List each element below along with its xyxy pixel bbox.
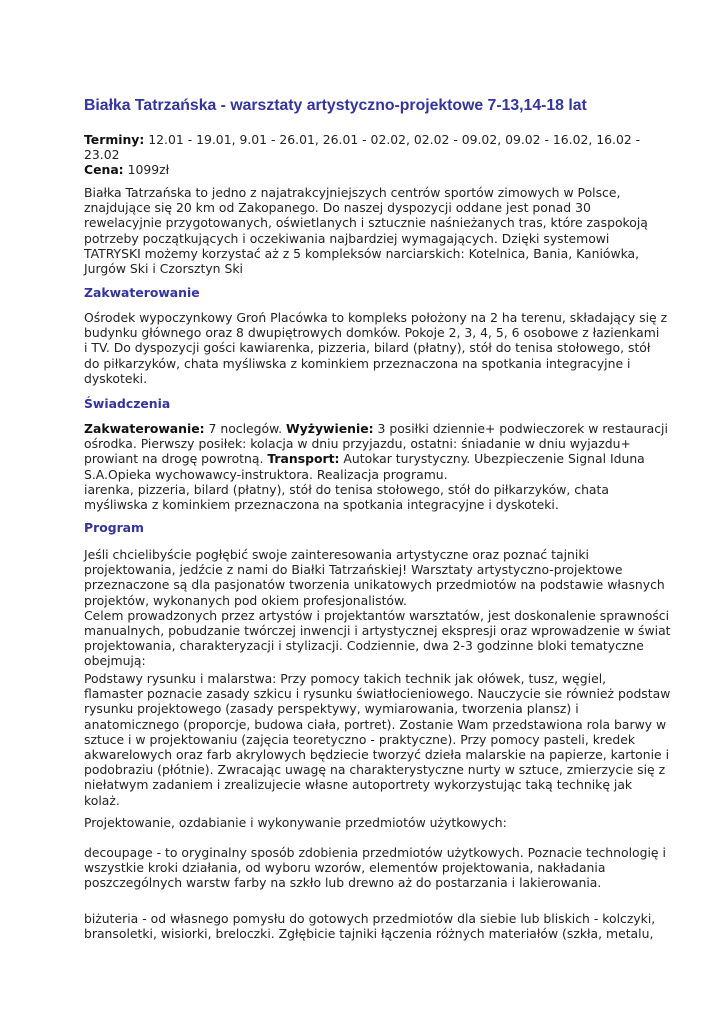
intro-line: potrzeby początkujących i oczekiwania najbardziej wymagających. Dzięki systemowi bbox=[84, 230, 610, 246]
program-line: Celem prowadzonych przez artystów i projektantów warsztatów, jest doskonalenie sprawności bbox=[84, 607, 670, 623]
program-line: Podstawy rysunku i malarstwa: Przy pomocy takich technik jak ołówek, tusz, węgiel, bbox=[84, 671, 607, 686]
program-line: niełatwym zadaniem i zrealizujecie własne autoportrety wykorzystując taką technikę jak bbox=[84, 777, 633, 793]
jewelry-paragraph bbox=[84, 911, 656, 942]
services-line: iarenka, pizzeria, bilard (płatny), stół do tenisa stołowego, stół do piłkarzyków, chata bbox=[84, 481, 609, 497]
services-paragraph bbox=[84, 421, 668, 513]
intro-line: Jurgów Ski i Czorsztyn Ski bbox=[84, 261, 243, 277]
price-line bbox=[84, 162, 644, 177]
page-title: Białka Tatrzańska - warsztaty artystyczno-projektowe 7-13,14-18 lat bbox=[84, 97, 587, 114]
program-line: akwarelowych oraz farb akrylowych będziecie tworzyć dzieła malarskie na papierze, kartonie i bbox=[84, 747, 670, 763]
intro-paragraph bbox=[84, 185, 648, 277]
program-heading: Program bbox=[84, 520, 144, 535]
program-line: projektów, wykonanych pod okiem profesjonalistów. bbox=[84, 592, 407, 608]
meals-text: 3 posiłki dziennie+ podwieczorek w restauracji bbox=[373, 421, 668, 436]
decoupage-paragraph bbox=[84, 845, 666, 891]
program-line: bransoletki, wisiorki, breloczki. Zgłębicie tajniki łączenia różnych materiałów (szkła, metalu, bbox=[84, 926, 654, 942]
transport-text: Autokar turystyczny. Ubezpieczenie Signal Iduna bbox=[339, 451, 645, 467]
accommodation-line: do piłkarzyków, chata myśliwska z kominkiem przeznaczona na spotkania integracyjne i bbox=[84, 355, 631, 371]
terms-section bbox=[84, 132, 644, 178]
program-line: wszystkie kroki działania, od wyboru wzorów, elementów projektowania, nakładania bbox=[84, 860, 606, 876]
services-line: myśliwska z kominkiem przeznaczona na spotkania integracyjne i dyskoteki. bbox=[84, 497, 559, 513]
program-line: poszczególnych warstw farby na szkło lub drewno aż do postarzania i lakierowania. bbox=[84, 875, 602, 891]
intro-line: Białka Tatrzańska to jedno z najatrakcyjniejszych centrów sportów zimowych w Polsce, bbox=[84, 185, 621, 200]
accommodation-paragraph bbox=[84, 310, 668, 386]
program-line: Projektowanie, ozdabianie i wykonywanie przedmiotów użytkowych: bbox=[84, 815, 507, 830]
packed-lunch-text: prowiant na drogę powrotną. bbox=[84, 451, 268, 467]
meals-label: Wyżywienie: bbox=[286, 421, 374, 436]
program-line: obejmują: bbox=[84, 653, 146, 669]
terms-dates: 12.01 - 19.01, 9.01 - 26.01, 26.01 - 02.02, 02.02 - 09.02, 09.02 - 16.02, 16.02 - bbox=[144, 132, 641, 147]
program-line: projektowania, jedźcie z nami do Białki Tatrzańskiej! Warsztaty artystyczno-projektowe bbox=[84, 562, 623, 578]
nights-text: 7 noclegów. bbox=[204, 421, 286, 436]
program-intro-paragraph bbox=[84, 547, 671, 669]
program-line: przeznaczone są dla pasjonatów tworzenia unikatowych przedmiotów na podstawie własnych bbox=[84, 577, 665, 593]
services-line bbox=[84, 421, 668, 436]
transport-label: Transport: bbox=[267, 451, 340, 467]
terms-label: Terminy: bbox=[84, 132, 145, 147]
intro-line: TATRYSKI możemy korzystać aż z 5 kompleksów narciarskich: Kotelnica, Bania, Kaniówka, bbox=[84, 245, 640, 261]
program-line: decoupage - to oryginalny sposób zdobienia przedmiotów użytkowych. Poznacie technologię i bbox=[84, 845, 666, 860]
program-line: podobraziu (płótnie). Zwracając uwagę na charakterystyczne nurty w sztuce, zmierzycie się z bbox=[84, 762, 666, 778]
accommodation-line: dyskoteki. bbox=[84, 370, 148, 386]
accommodation-line: Ośrodek wypoczynkowy Groń Placówka to kompleks położony na 2 ha terenu, składający się z bbox=[84, 310, 668, 325]
intro-line: znajdujące się 20 km od Zakopanego. Do naszej dyspozycji oddane jest ponad 30 bbox=[84, 200, 591, 216]
services-line: ośrodka. Pierwszy posiłek: kolacja w dniu przyjazdu, ostatni: śniadanie w dniu wyjazdu+ bbox=[84, 436, 631, 452]
accommodation-line: budynku głównego oraz 8 dwupiętrowych domków. Pokoje 2, 3, 4, 5, 6 osobowe z łazienkami bbox=[84, 325, 660, 341]
price-value: 1099zł bbox=[123, 162, 170, 178]
services-line bbox=[84, 451, 644, 466]
program-line: projektowania, charakteryzacji i stylizacji. Codziennie, dwa 2-3 godzinne bloki tematyczne bbox=[84, 638, 644, 654]
program-line: anatomicznego (proporcje, budowa ciała, portret). Zostanie Wam przedstawiona rola barwy w bbox=[84, 716, 667, 732]
program-line: biżuteria - od własnego pomysłu do gotowych przedmiotów dla siebie lub bliskich - kolczyki, bbox=[84, 911, 656, 926]
program-line: rysunku projektowego (zasady perspektywy, wymiarowania, tworzenia plansz) i bbox=[84, 701, 579, 717]
program-line: kolaż. bbox=[84, 792, 120, 808]
terms-line-2: 23.02 bbox=[84, 147, 120, 163]
program-line: manualnych, pobudzanie twórczej inwencji i artystycznej ekspresji oraz wprowadzenie w świat bbox=[84, 623, 671, 639]
services-line: S.A.Opieka wychowawcy-instruktora. Realizacja programu. bbox=[84, 466, 448, 482]
program-line: sztuce i w projektowaniu (zajęcia teoretyczno - praktyczne). Przy pomocy pasteli, kredek bbox=[84, 731, 636, 747]
design-paragraph bbox=[84, 815, 644, 830]
accommodation-label: Zakwaterowanie: bbox=[84, 421, 205, 436]
price-label: Cena: bbox=[84, 162, 124, 178]
program-line: flamaster poznacie zasady szkicu i rysunku światłocieniowego. Nauczycie sie również podstaw bbox=[84, 686, 671, 702]
drawing-painting-paragraph bbox=[84, 671, 671, 808]
accommodation-heading: Zakwaterowanie bbox=[84, 285, 200, 300]
terms-line-1 bbox=[84, 132, 644, 147]
services-heading: Świadczenia bbox=[84, 396, 171, 411]
accommodation-line: i TV. Do dyspozycji gości kawiarenka, pizzeria, bilard (płatny), stół do tenisa stołowego, stół bbox=[84, 340, 651, 356]
program-line: Jeśli chcielibyście pogłębić swoje zainteresowania artystyczne oraz poznać tajniki bbox=[84, 547, 589, 562]
intro-line: rewelacyjnie przygotowanych, oświetlanych i sztucznie naśnieżanych tras, które zaspokoją bbox=[84, 215, 648, 231]
